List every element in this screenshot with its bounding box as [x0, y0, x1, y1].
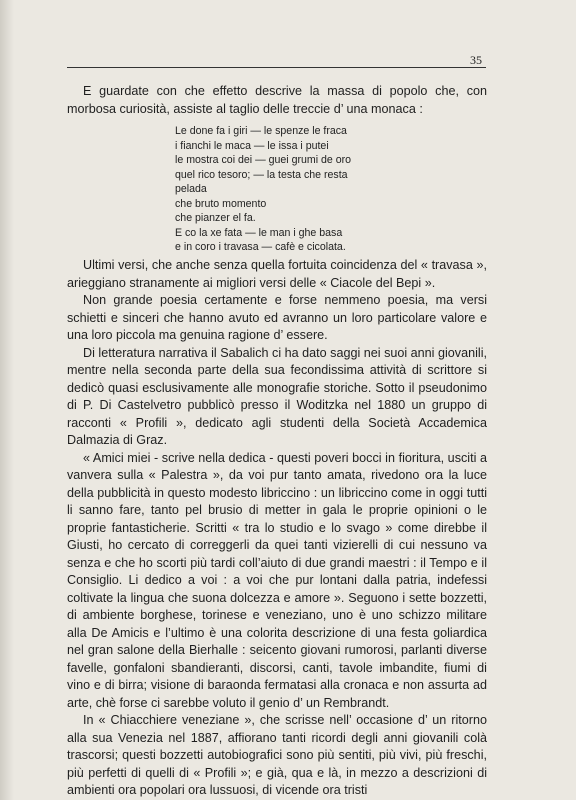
- binding-shadow: [0, 0, 14, 800]
- header-rule: [67, 67, 486, 68]
- paragraph: « Amici miei - scrive nella dedica - questi poveri bocci in fioritura, usciti a vanvera sulla « Palestra », da voi pur tanto amata, rivedono ora la luce della pubblicità in questo modesto libriccino : un libriccino come in oggi tutti li sanno fare, tanto pel brusio di metter in gala le proprie opinioni o le proprie fantasticherie. Scritti « tra lo studio e lo svago » come direbbe il Giusti, ho cercato di correggerli da quei tanti vizierelli di cui nessuno va senza e che ho scorti più tardi coll’aiuto di due grandi maestri : il Tempo e il Consiglio. Li dedico a voi : a voi che pur lontani dalla patria, indefessi coltivate la lingua che suona dolcezza e amore ». Seguono i sette bozzetti, di ambiente borghese, torinese e veneziano, uno è uno schizzo militare alla De Amicis e l’ultimo è una colorita descrizione di una festa goliardica nel gran salone della Bierhalle : seicento giovani rumorosi, parlanti diverse favelle, gonfaloni sbandieranti, discorsi, canti, tavole imbandite, fiumi di vino e di birra; visione di baraonda fermatasi alla cronaca e non assurta ad arte, chè forse ci sarebbe voluto il genio d’ un Rembrandt.: [67, 450, 487, 710]
- poem-block: [175, 124, 435, 255]
- poem-line: e in coro i travasa — cafè e cicolata.: [175, 241, 346, 253]
- poem-line: E co la xe fata — le man i ghe basa: [175, 226, 343, 239]
- page-number: 35: [470, 53, 482, 67]
- poem-line: pelada: [175, 183, 207, 195]
- poem-line: quel rico tesoro; — la testa che resta: [175, 168, 348, 181]
- paragraph: In « Chiacchiere veneziane », che scrisse nell’ occasione d’ un ritorno alla sua Venezia nel 1887, affiorano tanti ricordi degli anni giovanili colà trascorsi; questi bozzetti autobiografici sono più sentiti, più vivi, più freschi, più perfetti di quelli di « Profili »; e già, qua e là, in mezzo a descrizioni di ambienti ora popolari ora lussuosi, di vicende ora tristi: [67, 713, 487, 797]
- paragraph: Non grande poesia certamente e forse nemmeno poesia, ma versi schietti e sinceri che hanno avuto ed avranno un loro particolare valore e una loro piccola ma genuina ragione d’ essere.: [67, 293, 487, 342]
- intro-block: [67, 83, 487, 118]
- paragraph: Ultimi versi, che anche senza quella fortuita coincidenza del « travasa », arieggiano stranamente ai migliori versi delle « Ciacole del Bepi ».: [67, 258, 487, 290]
- intro-paragraph: E guardate con che effetto descrive la massa di popolo che, con morbosa curiosità, assiste al taglio delle treccie d’ una monaca :: [67, 84, 487, 116]
- poem-line: i fianchi le maca — le issa i putei: [175, 139, 329, 152]
- main-text: [67, 257, 487, 800]
- paragraph: Di letteratura narrativa il Sabalich ci ha dato saggi nei suoi anni giovanili, mentre nella seconda parte della sua fecondissima attività di scrittore si dedicò quasi esclusivamente alle monografie storiche. Sotto il pseudonimo di P. Di Castelvetro pubblicò presso il Woditzka nel 1880 un gruppo di racconti « Profili », dedicato agli studenti della Società Accademica Dalmazia di Graz.: [67, 345, 487, 447]
- poem-line: Le done fa i giri — le spenze le fraca: [175, 125, 347, 137]
- poem-line: che pianzer el fa.: [175, 212, 256, 224]
- poem-line: che bruto momento: [175, 197, 267, 210]
- poem-line: le mostra coi dei — guei grumi de oro: [175, 154, 352, 166]
